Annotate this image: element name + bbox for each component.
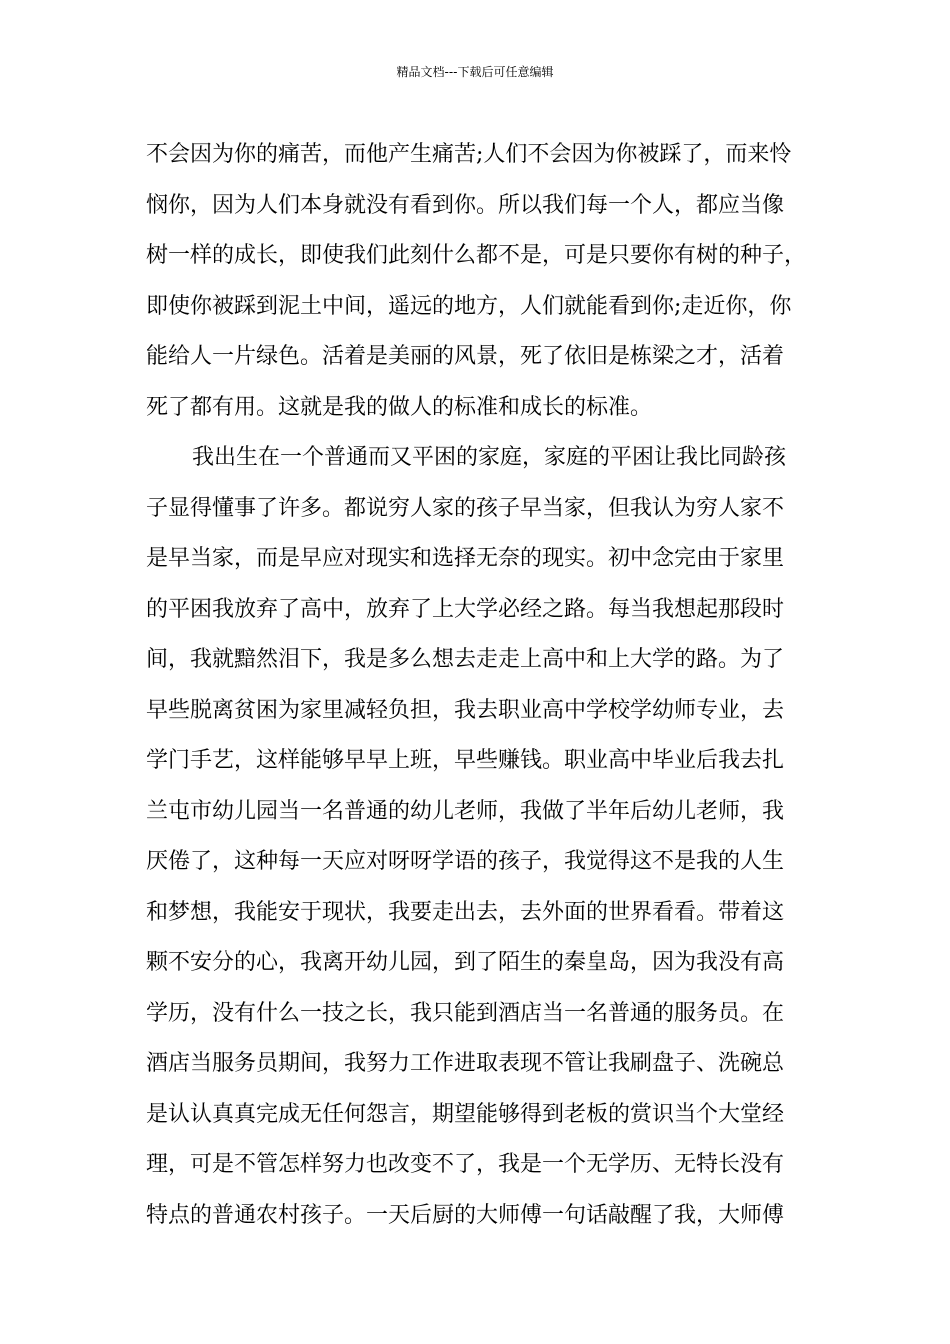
text-line: 颗不安分的心，我离开幼儿园，到了陌生的秦皇岛，因为我没有高 xyxy=(146,950,785,975)
text-line: 悯你，因为人们本身就没有看到你。所以我们每一个人，都应当像 xyxy=(146,192,785,218)
text-line: 学历，没有什么一技之长，我只能到酒店当一名普通的服务员。在 xyxy=(146,1000,785,1026)
text-line: 的平困我放弃了高中，放弃了上大学必经之路。每当我想起那段时 xyxy=(146,596,785,622)
text-line: 是认认真真完成无任何怨言，期望能够得到老板的赏识当个大堂经 xyxy=(146,1101,785,1127)
text-line: 学门手艺，这样能够早早上班，早些赚钱。职业高中毕业后我去扎 xyxy=(146,748,785,773)
text-line: 子显得懂事了许多。都说穷人家的孩子早当家，但我认为穷人家不 xyxy=(146,495,785,521)
text-line: 特点的普通农村孩子。一天后厨的大师傅一句话敲醒了我，大师傅 xyxy=(146,1202,785,1228)
text-line: 死了都有用。这就是我的做人的标准和成长的标准。 xyxy=(146,394,653,420)
text-line: 我出生在一个普通而又平困的家庭，家庭的平困让我比同龄孩 xyxy=(192,445,787,470)
text-line: 间，我就黯然泪下，我是多么想去走走上高中和上大学的路。为了 xyxy=(146,647,785,672)
text-line: 不会因为你的痛苦，而他产生痛苦;人们不会因为你被踩了，而来怜 xyxy=(146,142,792,167)
text-line: 即使你被踩到泥土中间，遥远的地方，人们就能看到你;走近你，你 xyxy=(146,293,792,319)
paragraph xyxy=(146,433,826,1241)
paragraph xyxy=(146,130,826,433)
text-line: 树一样的成长，即使我们此刻什么都不是，可是只要你有树的种子， xyxy=(146,243,807,268)
text-line: 兰屯市幼儿园当一名普通的幼儿老师，我做了半年后幼儿老师，我 xyxy=(146,798,785,824)
text-line: 是早当家，而是早应对现实和选择无奈的现实。初中念完由于家里 xyxy=(146,546,785,571)
text-line: 厌倦了，这种每一天应对呀呀学语的孩子，我觉得这不是我的人生 xyxy=(146,849,785,874)
text-line: 能给人一片绿色。活着是美丽的风景，死了依旧是栋梁之才，活着 xyxy=(146,344,785,369)
text-line: 早些脱离贫困为家里减轻负担，我去职业高中学校学幼师专业，去 xyxy=(146,697,785,723)
page-header: 精品文档---下载后可任意编辑 xyxy=(396,65,554,79)
text-line: 理，可是不管怎样努力也改变不了，我是一个无学历、无特长没有 xyxy=(146,1152,785,1177)
text-line: 酒店当服务员期间，我努力工作进取表现不管让我刷盘子、洗碗总 xyxy=(146,1051,785,1076)
text-line: 和梦想，我能安于现状，我要走出去，去外面的世界看看。带着这 xyxy=(146,899,785,925)
document-body xyxy=(146,130,826,1241)
